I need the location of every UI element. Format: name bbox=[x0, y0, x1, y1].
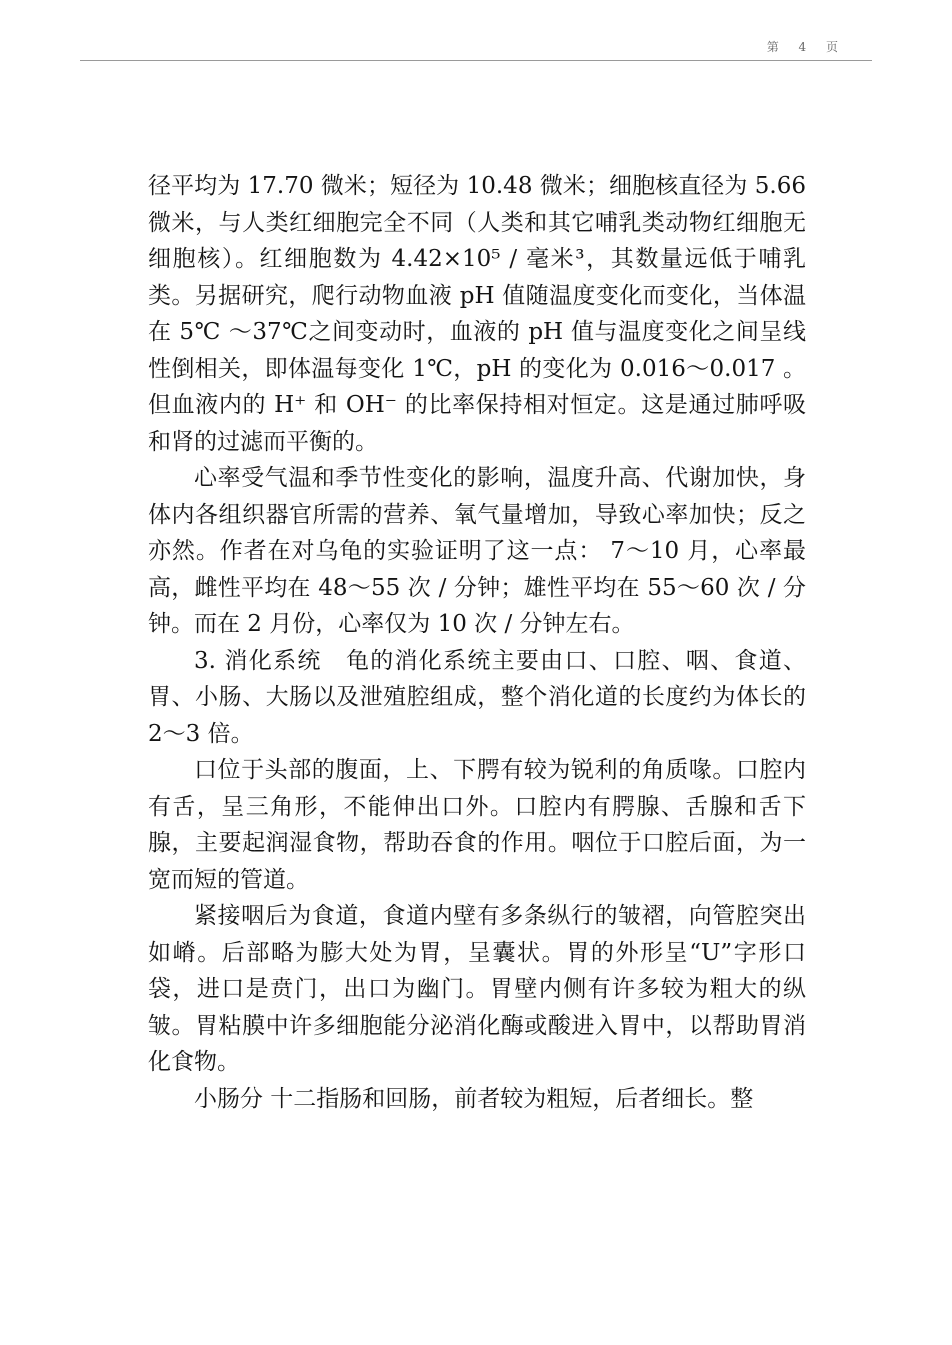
paragraph-mouth: 口位于头部的腹面，上、下腭有较为锐利的角质喙。口腔内有舌，呈三角形，不能伸出口外。口腔内有腭腺、舌腺和舌下腺，主要起润湿食物，帮助吞食的作用。咽位于口腔后面，为一宽而短的管道。 bbox=[148, 757, 806, 893]
paragraph-esophagus-stomach: 紧接咽后为食道，食道内壁有多条纵行的皱褶，向管腔突出如嵴。后部略为膨大处为胃，呈囊状。胃的外形呈“U”字形口袋，进口是贲门，出口为幽门。胃壁内侧有许多较为粗大的纵皱。胃粘膜中许多细胞能分泌消化酶或酸进入胃中，以帮助胃消化食物。 bbox=[148, 903, 806, 1075]
paragraph-digestive-system: 3. 消化系统 龟的消化系统主要由口、口腔、咽、食道、胃、小肠、大肠以及泄殖腔组成，整个消化道的长度约为体长的 2～3 倍。 bbox=[148, 647, 806, 747]
page-number: 第 4 页 bbox=[766, 40, 846, 54]
document-body bbox=[148, 168, 806, 1117]
page-header bbox=[0, 0, 952, 62]
paragraph-small-intestine: 小肠分 十二指肠和回肠，前者较为粗短，后者细长。整 bbox=[194, 1085, 754, 1112]
paragraph-blood-properties: 径平均为 17.70 微米；短径为 10.48 微米；细胞核直径为 5.66 微米，与人类红细胞完全不同（人类和其它哺乳类动物红细胞无细胞核）。红细胞数为 4.42×10⁵ / 毫米³，其数量远低于哺乳类。另据研究，爬行动物血液 pH 值随温度变化而变化，当体温在 5℃ ～37℃之间变动时，血液的 pH 值与温度变化之间呈线性倒相关，即体温每变化 1℃，pH 的变化为 0.016～0.017 。但血液内的 H⁺ 和 OH⁻ 的比率保持相对恒定。这是通过肺呼吸和肾的过滤而平衡的。 bbox=[148, 173, 806, 455]
header-rule bbox=[80, 60, 872, 61]
paragraph-heart-rate: 心率受气温和季节性变化的影响，温度升高、代谢加快，身体内各组织器官所需的营养、氧气量增加，导致心率加快；反之亦然。作者在对乌龟的实验证明了这一点： 7～10 月，心率最高，雌性平均在 48～55 次 / 分钟；雄性平均在 55～60 次 / 分钟。而在 2 月份，心率仅为 10 次 / 分钟左右。 bbox=[148, 465, 806, 637]
